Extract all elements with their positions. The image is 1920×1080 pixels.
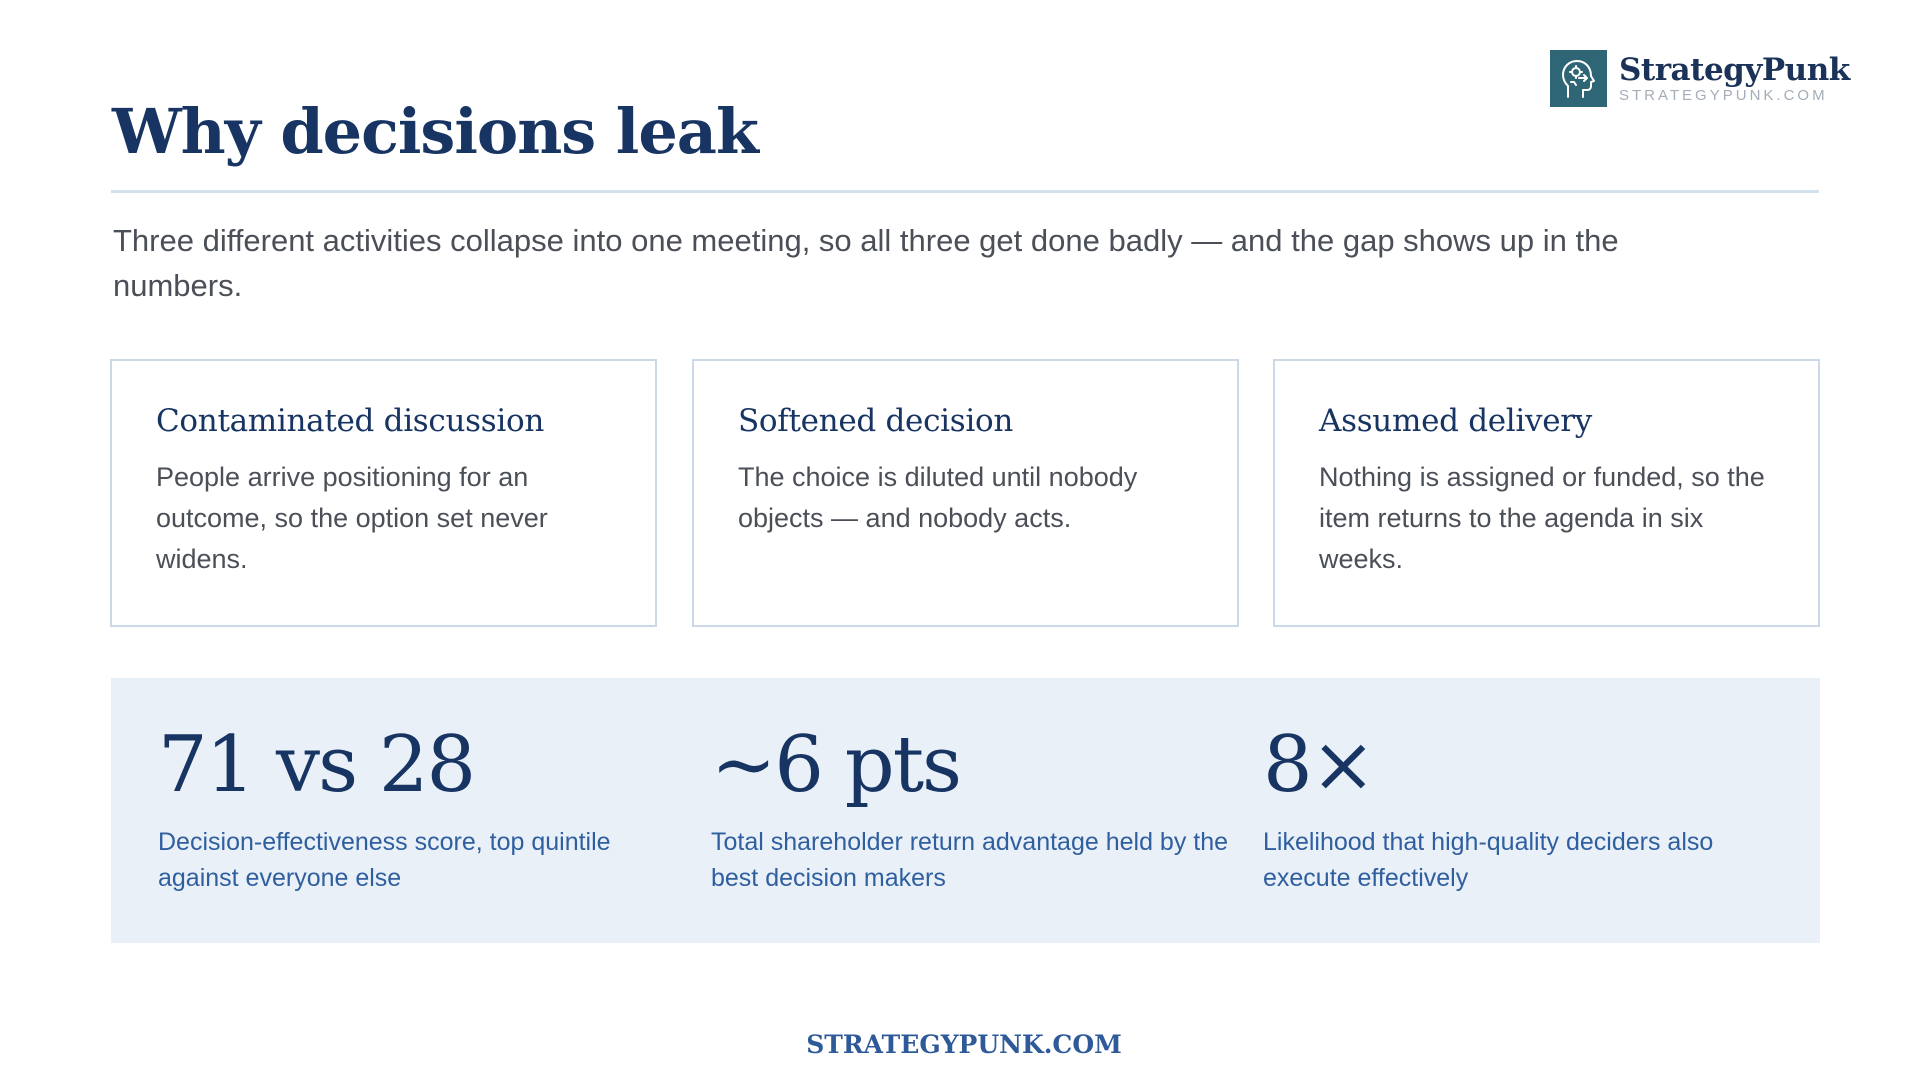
brand-logo	[1550, 50, 1850, 107]
page-subtitle: Three different activities collapse into one meeting, so all three get done badly — and the gap shows up in the numbers.	[113, 223, 1619, 303]
problem-cards	[110, 359, 1820, 627]
stat-label: Likelihood that high-quality deciders also execute effectively	[1263, 828, 1714, 892]
card-body: People arrive positioning for an outcome, so the option set never widens.	[156, 462, 548, 574]
card-contaminated-discussion	[110, 359, 657, 627]
stat-decision-effectiveness	[158, 720, 678, 896]
card-title: Contaminated discussion	[156, 403, 545, 439]
stats-panel	[111, 678, 1820, 943]
page-title: Why decisions leak	[112, 95, 758, 168]
footer-url: STRATEGYPUNK.COM	[806, 1030, 1122, 1059]
stat-execution-likelihood	[1263, 720, 1783, 896]
stat-label: Decision-effectiveness score, top quintile against everyone else	[158, 828, 611, 892]
title-divider	[111, 190, 1819, 193]
head-gears-icon	[1550, 50, 1607, 107]
stat-value: 71 vs 28	[158, 720, 475, 810]
card-softened-decision	[692, 359, 1239, 627]
card-assumed-delivery	[1273, 359, 1820, 627]
stat-shareholder-return	[711, 720, 1231, 896]
card-body: The choice is diluted until nobody objects — and nobody acts.	[738, 462, 1138, 533]
card-title: Softened decision	[738, 403, 1014, 439]
card-title: Assumed delivery	[1319, 403, 1593, 439]
brand-url: STRATEGYPUNK.COM	[1619, 86, 1828, 104]
brand-name: StrategyPunk	[1619, 51, 1850, 88]
stat-value: ~6 pts	[711, 720, 961, 810]
stat-label: Total shareholder return advantage held by the best decision makers	[711, 828, 1229, 892]
card-body: Nothing is assigned or funded, so the item returns to the agenda in six weeks.	[1319, 462, 1765, 574]
stat-value: 8×	[1263, 720, 1374, 810]
